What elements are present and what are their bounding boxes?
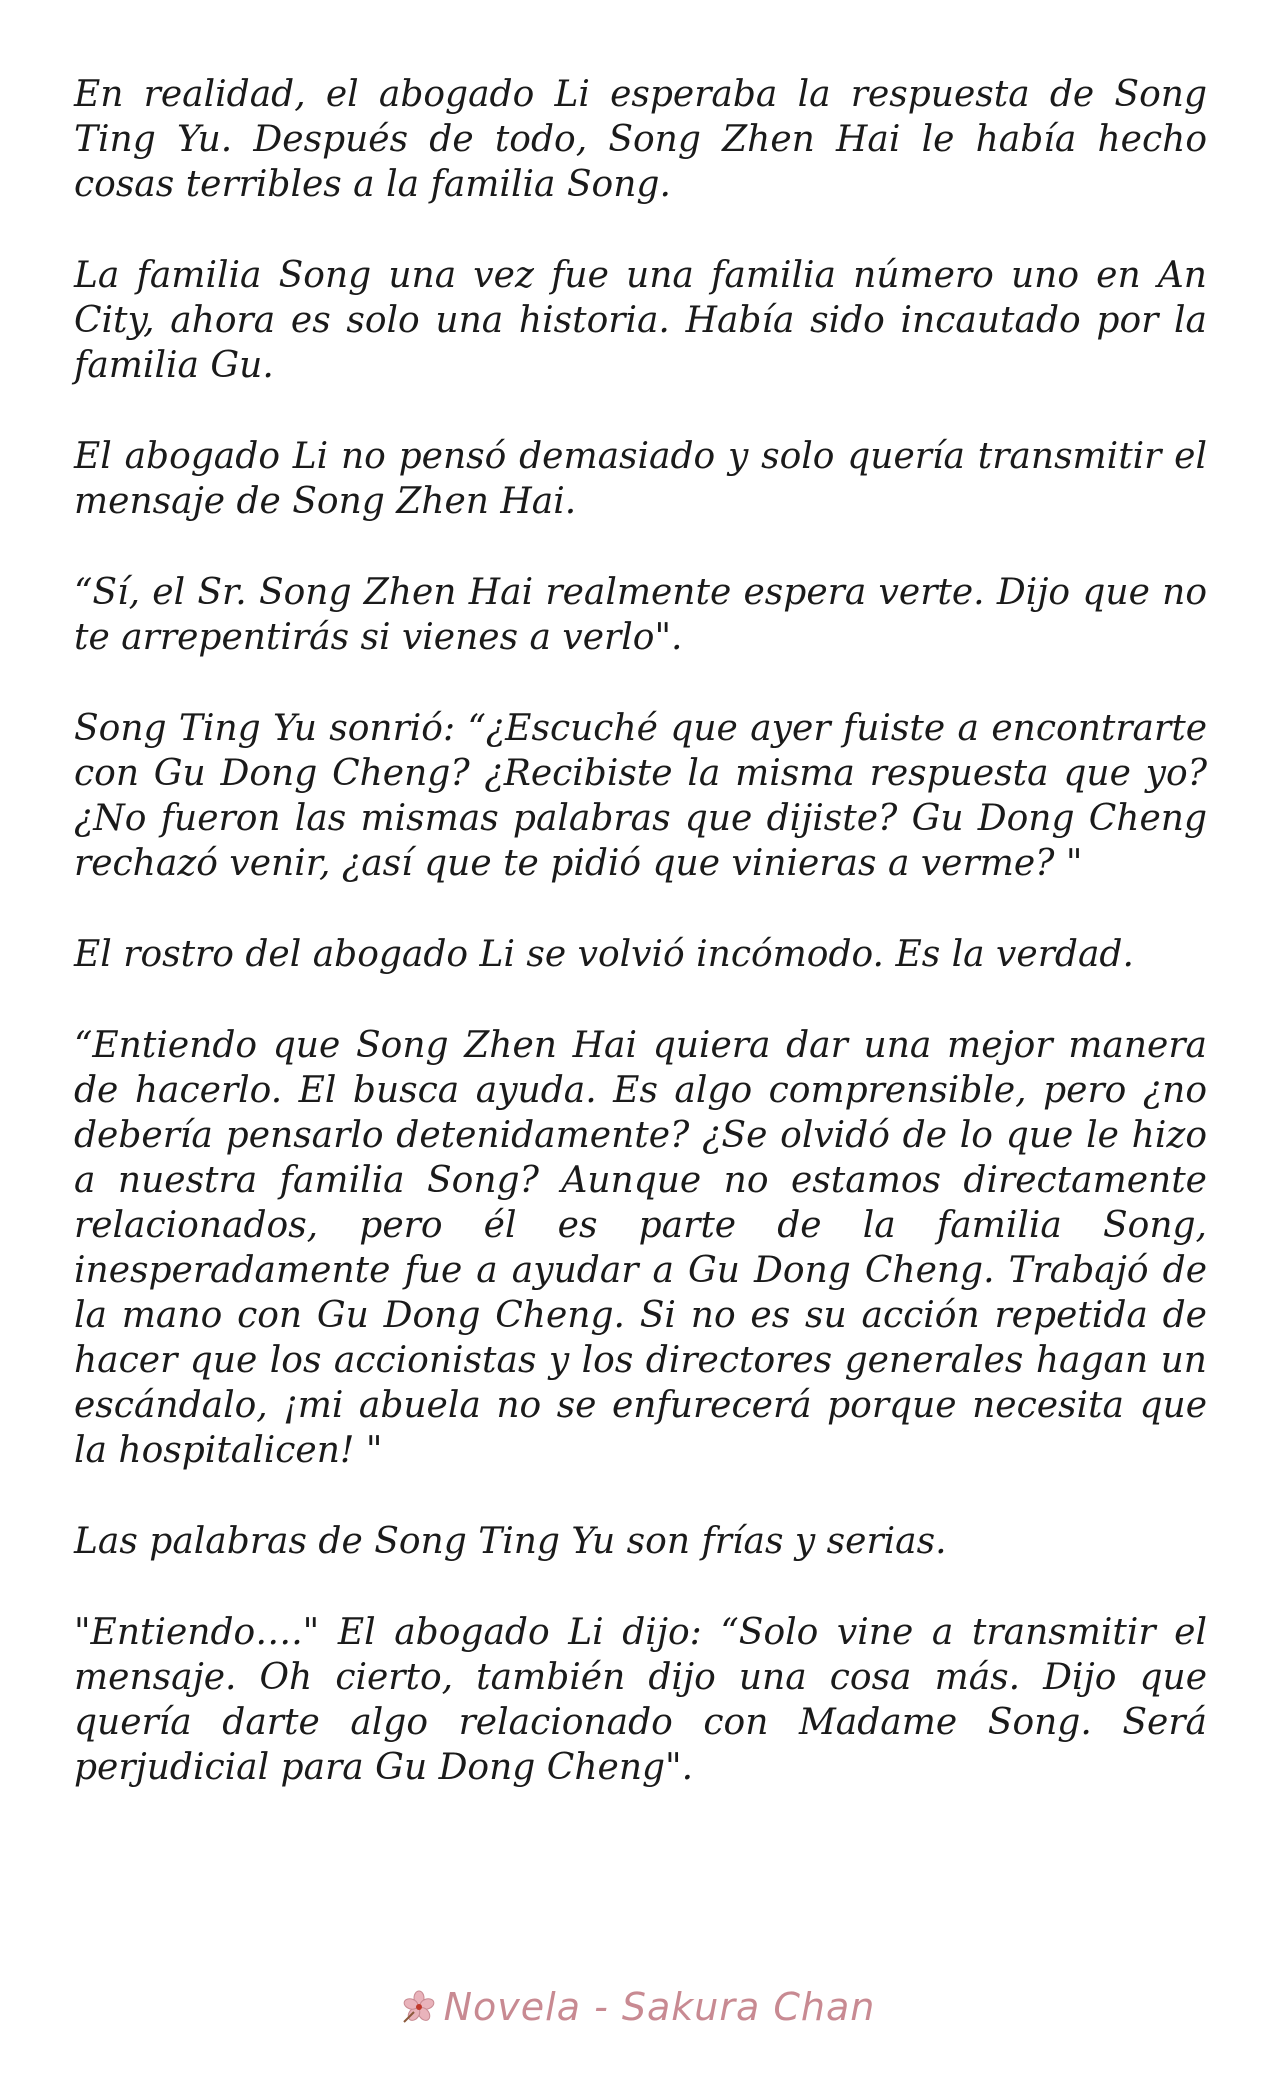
- paragraph-6: El rostro del abogado Li se volvió incómodo. Es la verdad.: [74, 934, 1134, 975]
- paragraph-9: "Entiendo…." El abogado Li dijo: “Solo vine a transmitir el mensaje. Oh cierto, también dijo una cosa más. Dijo que quería darte algo relacionado con Madame Song. Será perjudicial para Gu Dong Cheng".: [74, 1612, 1207, 1788]
- paragraph-4: “Sí, el Sr. Song Zhen Hai realmente espera verte. Dijo que no te arrepentirás si vienes a verlo".: [74, 572, 1207, 658]
- footer-watermark: [0, 1985, 1275, 2029]
- footer-text: Novela - Sakura Chan: [443, 1985, 876, 2029]
- paragraph-1: En realidad, el abogado Li esperaba la respuesta de Song Ting Yu. Después de todo, Song Zhen Hai le había hecho cosas terribles a la familia Song.: [74, 74, 1207, 205]
- paragraph-3: El abogado Li no pensó demasiado y solo quería transmitir el mensaje de Song Zhen Hai.: [74, 436, 1207, 522]
- paragraph-8: Las palabras de Song Ting Yu son frías y serias.: [74, 1521, 947, 1562]
- sakura-flower-icon: [400, 1988, 438, 2026]
- paragraph-7: “Entiendo que Song Zhen Hai quiera dar una mejor manera de hacerlo. El busca ayuda. Es algo comprensible, pero ¿no debería pensarlo detenidamente? ¿Se olvidó de lo que le hizo a nuestra familia Song? Aunque no estamos directamente relacionados, pero él es parte de la familia Song, inesperadamente fue a ayudar a Gu Dong Cheng. Trabajó de la mano con Gu Dong Cheng. Si no es su acción repetida de hacer que los accionistas y los directores generales hagan un escándalo, ¡mi abuela no se enfurecerá porque necesita que la hospitalicen! ": [74, 1025, 1207, 1471]
- paragraph-5: Song Ting Yu sonrió: “¿Escuché que ayer fuiste a encontrarte con Gu Dong Cheng? ¿Recibiste la misma respuesta que yo? ¿No fueron las mismas palabras que dijiste? Gu Dong Cheng rechazó venir, ¿así que te pidió que vinieras a verme? ": [74, 708, 1207, 884]
- document-body: [74, 72, 1207, 1836]
- paragraph-2: La familia Song una vez fue una familia número uno en An City, ahora es solo una historia. Había sido incautado por la familia Gu.: [74, 255, 1207, 386]
